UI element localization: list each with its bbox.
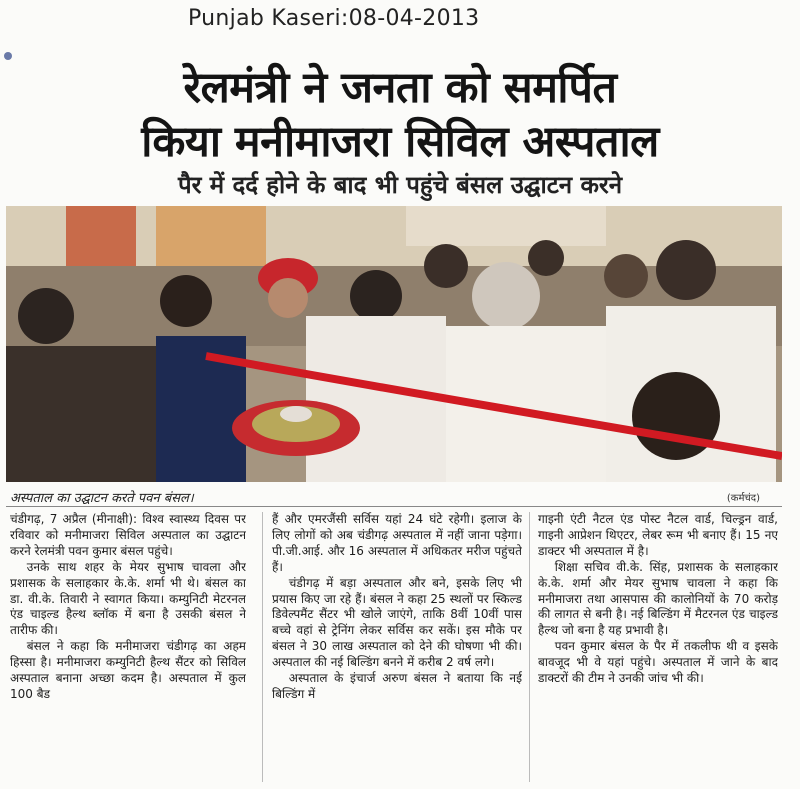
news-photo [6, 206, 782, 482]
photo-caption: अस्पताल का उद्घाटन करते पवन बंसल। [10, 491, 194, 506]
column-divider [262, 512, 263, 782]
headline-line-1: रेलमंत्री ने जनता को समर्पित [183, 63, 617, 113]
source-dateline: Punjab Kaseri:08-04-2013 [188, 6, 480, 31]
paragraph: गाइनी एंटी नैटल एंड पोस्ट नैटल वार्ड, चिल्ड्रन वार्ड, गाइनी आप्रेशन थिएटर, लेबर रूम भी बनाए हैं। 15 नए डाक्टर भी अस्पताल में है। [538, 512, 778, 558]
column-divider [529, 512, 530, 782]
photo-credit: (कर्मचंद) [726, 493, 760, 504]
paragraph: हैं और एमरजैंसी सर्विस यहां 24 घंटे रहेगी। इलाज के लिए लोगों को अब चंडीगढ़ अस्पताल में नहीं जाना पड़ेगा। पी.जी.आई. और 16 अस्पताल में अधिकतर मरीज पहुंचते हैं। [272, 512, 522, 574]
paragraph: बंसल ने कहा कि मनीमाजरा चंडीगढ़ का अहम हिस्सा है। मनीमाजरा कम्युनिटी हैल्थ सैंटर को सिविल अस्पताल बनाना अच्छा कदम है। अस्पताल में कुल 100 बैड [10, 639, 246, 701]
subheadline: पैर में दर्द होने के बाद भी पहुंचे बंसल उद्घाटन करने [177, 171, 623, 199]
paragraph: अस्पताल के इंचार्ज अरुण बंसल ने बताया कि नई बिल्डिंग में [272, 671, 522, 701]
paragraph: उनके साथ शहर के मेयर सुभाष चावला और प्रशासक के सलाहकार के.के. शर्मा भी थे। बंसल का डा. वी.के. तिवारी ने स्वागत किया। कम्युनिटी मेटरनल एंड चाइल्ड हैल्थ ब्लॉक में बना है उसकी बंसल ने तारीफ की। [10, 559, 246, 638]
paragraph: चंडीगढ़, 7 अप्रैल (मीनाक्षी): विश्व स्वास्थ्य दिवस पर रविवार को मनीमाजरा सिविल अस्पताल का उद्घाटन करने रेलमंत्री पवन कुमार बंसल पहुंचे। [10, 512, 246, 558]
article-column-2 [272, 512, 522, 782]
caption-rule [6, 506, 782, 507]
article-column-3 [538, 512, 778, 782]
headline-line-2: किया मनीमाजरा सिविल अस्पताल [141, 117, 659, 167]
paragraph: पवन कुमार बंसल के पैर में तकलीफ थी व इसके बावजूद भी वे यहां पहुंचे। अस्पताल में जाने के बाद डाक्टरों की टीम ने उनकी जांच भी की। [538, 639, 778, 686]
paragraph: चंडीगढ़ में बड़ा अस्पताल और बने, इसके लिए भी प्रयास किए जा रहे हैं। बंसल ने कहा 25 स्थलों पर स्किल्ड डिवेल्पमैंट सैंटर भी खोले जाएंगे, ताकि 8वीं 10वीं पास बच्चे वहां से ट्रेनिंग लेकर सर्विस कर सकें। इस मौके पर बंसल ने 30 लाख अस्पताल को देने की घोषणा भी की। अस्पताल की नई बिल्डिंग बनने में करीब 2 वर्ष लगे। [272, 575, 522, 670]
paragraph: शिक्षा सचिव वी.के. सिंह, प्रशासक के सलाहकार के.के. शर्मा और मेयर सुभाष चावला ने कहा कि मनीमाजरा तथा आसपास की कालोनियों के 70 करोड़ की लागत से बनी है। नई बिल्डिंग में मैटरनल एंड चाइल्ड हैल्थ जो बना है यह प्रभावी है। [538, 559, 778, 638]
article-column-1 [10, 512, 246, 782]
